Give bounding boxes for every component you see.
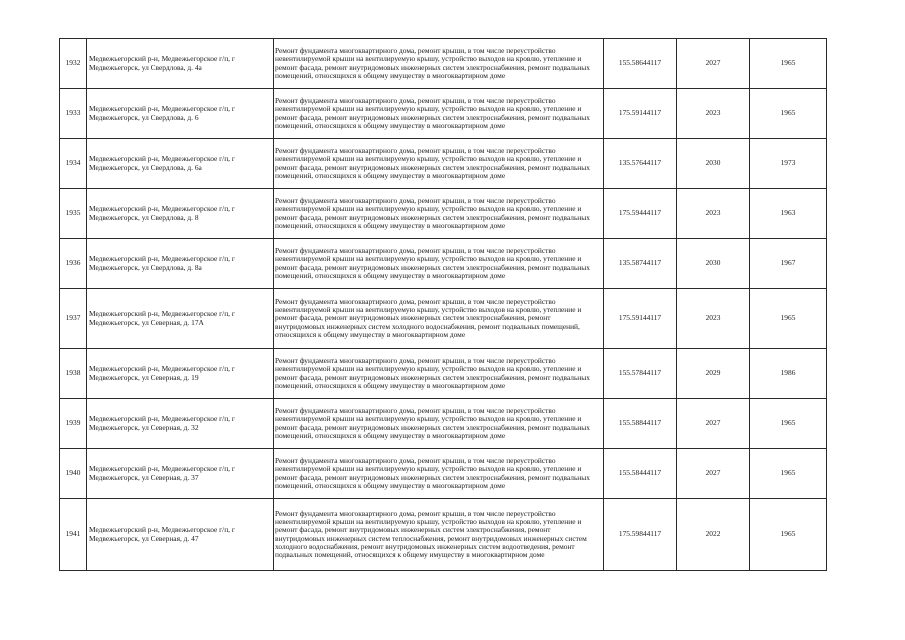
cost-cell: 175.59144117 bbox=[604, 89, 677, 139]
cost-cell: 155.58444117 bbox=[604, 449, 677, 499]
build-year-cell: 1965 bbox=[750, 399, 827, 449]
repair-year-cell: 2023 bbox=[677, 189, 750, 239]
repair-year-cell: 2030 bbox=[677, 239, 750, 289]
row-number: 1939 bbox=[60, 399, 87, 449]
cost-cell: 175.59444117 bbox=[604, 189, 677, 239]
table-row bbox=[60, 499, 827, 571]
build-year-cell: 1967 bbox=[750, 239, 827, 289]
row-number: 1934 bbox=[60, 139, 87, 189]
build-year-cell: 1965 bbox=[750, 89, 827, 139]
works-cell: Ремонт фундамента многоквартирного дома, ремонт крыши, в том числе переустройство невентилируемой крыши на вентилируемую крышу, устройство выходов на кровлю, утепление и ремонт фасада, ремонт внутридомовых инженерных систем электроснабжения, ремонт внутридомовых инженерных систем холодного водоснабжения, ремонт подвальных помещений, относящихся к общему имуществу в многоквартирном доме bbox=[274, 289, 604, 349]
address-cell: Медвежьегорский р-н, Медвежьегорское г/п, г Медвежьегорск, ул Свердлова, д. 4а bbox=[87, 39, 274, 89]
address-cell: Медвежьегорский р-н, Медвежьегорское г/п, г Медвежьегорск, ул Северная, д. 47 bbox=[87, 499, 274, 571]
repair-year-cell: 2023 bbox=[677, 89, 750, 139]
works-cell: Ремонт фундамента многоквартирного дома, ремонт крыши, в том числе переустройство невентилируемой крыши на вентилируемую крышу, устройство выходов на кровлю, утепление и ремонт фасада, ремонт внутридомовых инженерных систем электроснабжения, ремонт подвальных помещений, относящихся к общему имуществу в многоквартирном доме bbox=[274, 349, 604, 399]
capital-repair-table bbox=[59, 38, 827, 571]
build-year-cell: 1965 bbox=[750, 39, 827, 89]
table-row bbox=[60, 239, 827, 289]
cost-cell: 135.58744117 bbox=[604, 239, 677, 289]
table-row bbox=[60, 139, 827, 189]
row-number: 1937 bbox=[60, 289, 87, 349]
works-cell: Ремонт фундамента многоквартирного дома, ремонт крыши, в том числе переустройство невентилируемой крыши на вентилируемую крышу, устройство выходов на кровлю, утепление и ремонт фасада, ремонт внутридомовых инженерных систем электроснабжения, ремонт подвальных помещений, относящихся к общему имуществу в многоквартирном доме bbox=[274, 189, 604, 239]
works-cell: Ремонт фундамента многоквартирного дома, ремонт крыши, в том числе переустройство невентилируемой крыши на вентилируемую крышу, устройство выходов на кровлю, утепление и ремонт фасада, ремонт внутридомовых инженерных систем электроснабжения, ремонт подвальных помещений, относящихся к общему имуществу в многоквартирном доме bbox=[274, 239, 604, 289]
repair-year-cell: 2027 bbox=[677, 449, 750, 499]
cost-cell: 155.58644117 bbox=[604, 39, 677, 89]
table-row bbox=[60, 399, 827, 449]
address-cell: Медвежьегорский р-н, Медвежьегорское г/п, г Медвежьегорск, ул Северная, д. 17А bbox=[87, 289, 274, 349]
repair-year-cell: 2030 bbox=[677, 139, 750, 189]
repair-year-cell: 2027 bbox=[677, 399, 750, 449]
build-year-cell: 1986 bbox=[750, 349, 827, 399]
repair-year-cell: 2029 bbox=[677, 349, 750, 399]
address-cell: Медвежьегорский р-н, Медвежьегорское г/п, г Медвежьегорск, ул Свердлова, д. 8а bbox=[87, 239, 274, 289]
row-number: 1933 bbox=[60, 89, 87, 139]
address-cell: Медвежьегорский р-н, Медвежьегорское г/п, г Медвежьегорск, ул Северная, д. 37 bbox=[87, 449, 274, 499]
table-row bbox=[60, 289, 827, 349]
works-cell: Ремонт фундамента многоквартирного дома, ремонт крыши, в том числе переустройство невентилируемой крыши на вентилируемую крышу, устройство выходов на кровлю, утепление и ремонт фасада, ремонт внутридомовых инженерных систем электроснабжения, ремонт подвальных помещений, относящихся к общему имуществу в многоквартирном доме bbox=[274, 89, 604, 139]
row-number: 1938 bbox=[60, 349, 87, 399]
address-cell: Медвежьегорский р-н, Медвежьегорское г/п, г Медвежьегорск, ул Северная, д. 19 bbox=[87, 349, 274, 399]
cost-cell: 155.57844117 bbox=[604, 349, 677, 399]
build-year-cell: 1963 bbox=[750, 189, 827, 239]
build-year-cell: 1965 bbox=[750, 449, 827, 499]
table-row bbox=[60, 449, 827, 499]
table-row bbox=[60, 39, 827, 89]
table-row bbox=[60, 89, 827, 139]
row-number: 1941 bbox=[60, 499, 87, 571]
cost-cell: 175.59144117 bbox=[604, 289, 677, 349]
row-number: 1940 bbox=[60, 449, 87, 499]
repair-year-cell: 2023 bbox=[677, 289, 750, 349]
works-cell: Ремонт фундамента многоквартирного дома, ремонт крыши, в том числе переустройство невентилируемой крыши на вентилируемую крышу, устройство выходов на кровлю, утепление и ремонт фасада, ремонт внутридомовых инженерных систем электроснабжения, ремонт внутридомовых инженерных систем теплоснабжения, ремонт внутридомовых инженерных систем холодного водоснабжения, ремонт внутридомовых инженерных систем водоотведения, ремонт подвальных помещений, относящихся к общему имуществу в многоквартирном доме bbox=[274, 499, 604, 571]
build-year-cell: 1973 bbox=[750, 139, 827, 189]
cost-cell: 175.59844117 bbox=[604, 499, 677, 571]
works-cell: Ремонт фундамента многоквартирного дома, ремонт крыши, в том числе переустройство невентилируемой крыши на вентилируемую крышу, устройство выходов на кровлю, утепление и ремонт фасада, ремонт внутридомовых инженерных систем электроснабжения, ремонт подвальных помещений, относящихся к общему имуществу в многоквартирном доме bbox=[274, 449, 604, 499]
build-year-cell: 1965 bbox=[750, 499, 827, 571]
address-cell: Медвежьегорский р-н, Медвежьегорское г/п, г Медвежьегорск, ул Свердлова, д. 6а bbox=[87, 139, 274, 189]
works-cell: Ремонт фундамента многоквартирного дома, ремонт крыши, в том числе переустройство невентилируемой крыши на вентилируемую крышу, устройство выходов на кровлю, утепление и ремонт фасада, ремонт внутридомовых инженерных систем электроснабжения, ремонт подвальных помещений, относящихся к общему имуществу в многоквартирном доме bbox=[274, 39, 604, 89]
row-number: 1932 bbox=[60, 39, 87, 89]
address-cell: Медвежьегорский р-н, Медвежьегорское г/п, г Медвежьегорск, ул Северная, д. 32 bbox=[87, 399, 274, 449]
repair-year-cell: 2022 bbox=[677, 499, 750, 571]
works-cell: Ремонт фундамента многоквартирного дома, ремонт крыши, в том числе переустройство невентилируемой крыши на вентилируемую крышу, устройство выходов на кровлю, утепление и ремонт фасада, ремонт внутридомовых инженерных систем электроснабжения, ремонт подвальных помещений, относящихся к общему имуществу в многоквартирном доме bbox=[274, 399, 604, 449]
repair-year-cell: 2027 bbox=[677, 39, 750, 89]
works-cell: Ремонт фундамента многоквартирного дома, ремонт крыши, в том числе переустройство невентилируемой крыши на вентилируемую крышу, устройство выходов на кровлю, утепление и ремонт фасада, ремонт внутридомовых инженерных систем электроснабжения, ремонт подвальных помещений, относящихся к общему имуществу в многоквартирном доме bbox=[274, 139, 604, 189]
table-row bbox=[60, 349, 827, 399]
table-row bbox=[60, 189, 827, 239]
build-year-cell: 1965 bbox=[750, 289, 827, 349]
row-number: 1936 bbox=[60, 239, 87, 289]
cost-cell: 155.58844117 bbox=[604, 399, 677, 449]
address-cell: Медвежьегорский р-н, Медвежьегорское г/п, г Медвежьегорск, ул Свердлова, д. 6 bbox=[87, 89, 274, 139]
address-cell: Медвежьегорский р-н, Медвежьегорское г/п, г Медвежьегорск, ул Свердлова, д. 8 bbox=[87, 189, 274, 239]
cost-cell: 135.57644117 bbox=[604, 139, 677, 189]
row-number: 1935 bbox=[60, 189, 87, 239]
